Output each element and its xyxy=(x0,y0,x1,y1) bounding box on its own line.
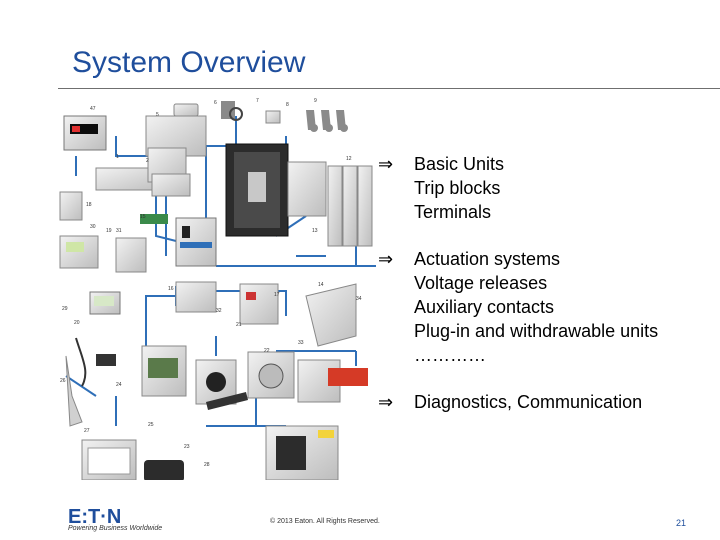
svg-text:29: 29 xyxy=(62,306,68,312)
svg-text:32: 32 xyxy=(216,308,222,314)
svg-text:24: 24 xyxy=(116,382,122,388)
svg-text:17: 17 xyxy=(274,292,280,298)
svg-text:18: 18 xyxy=(86,202,92,208)
trip-blocks xyxy=(96,116,206,196)
terminal-lugs xyxy=(306,110,348,132)
copyright-notice: © 2013 Eaton. All Rights Reserved. xyxy=(270,518,380,525)
bullet-line: ………… xyxy=(414,345,486,365)
svg-text:20: 20 xyxy=(74,320,80,326)
title-divider xyxy=(58,88,720,89)
svg-text:12: 12 xyxy=(346,156,352,162)
bullet-line: Auxiliary contacts xyxy=(414,297,555,317)
svg-text:14: 14 xyxy=(318,282,324,288)
mount-bracket xyxy=(96,354,116,366)
circuit-breaker-white xyxy=(176,218,216,266)
svg-text:27: 27 xyxy=(84,428,90,434)
motor-operator xyxy=(240,284,278,324)
bullet-line: Trip blocks xyxy=(414,178,501,198)
main-breaker-unit xyxy=(226,144,288,236)
svg-text:5: 5 xyxy=(156,112,159,118)
svg-text:1: 1 xyxy=(116,154,119,160)
eaton-logo xyxy=(68,505,158,527)
shroud-part xyxy=(174,104,198,116)
svg-text:13: 13 xyxy=(312,228,318,234)
svg-text:2: 2 xyxy=(146,158,149,164)
page-number: 21 xyxy=(676,518,687,528)
bullet-group-basic-units xyxy=(378,152,714,224)
bullet-line: Plug-in and withdrawable units xyxy=(414,321,659,341)
bullet-line: Terminals xyxy=(414,202,492,222)
svg-text:47: 47 xyxy=(90,106,96,112)
undervoltage-release xyxy=(176,282,216,312)
bullet-group-actuation-systems xyxy=(378,247,714,367)
svg-text:15: 15 xyxy=(140,214,146,220)
svg-text:25: 25 xyxy=(148,422,154,428)
arrow-bullet-icon: ⇒ xyxy=(378,249,394,269)
extension-shaft xyxy=(66,356,82,426)
bullet-line: Diagnostics, Communication xyxy=(414,392,643,412)
arrow-bullet-icon: ⇒ xyxy=(378,154,394,174)
svg-text:30: 30 xyxy=(90,224,96,230)
withdrawable-cradle xyxy=(306,284,356,346)
comm-cable xyxy=(76,338,85,386)
bullet-group-diagnostics xyxy=(378,390,714,414)
bullet-list xyxy=(378,152,714,437)
red-rotary-handle xyxy=(328,368,368,386)
svg-text:9: 9 xyxy=(314,98,317,104)
svg-text:19: 19 xyxy=(106,228,112,234)
svg-text:6: 6 xyxy=(214,100,217,106)
svg-text:26: 26 xyxy=(60,378,66,384)
bullet-line: Voltage releases xyxy=(414,273,548,293)
switch-plate xyxy=(288,162,326,216)
black-handle xyxy=(144,460,184,480)
svg-text:31: 31 xyxy=(116,228,122,234)
comm-module xyxy=(116,238,146,272)
system-overview-illustration xyxy=(56,96,382,480)
logo-text: E:T·N xyxy=(68,506,122,527)
svg-text:22: 22 xyxy=(264,348,270,354)
atex-label xyxy=(318,430,334,438)
company-tagline: Powering Business Worldwide xyxy=(68,525,163,532)
arrow-bullet-icon: ⇒ xyxy=(378,392,394,412)
svg-text:34: 34 xyxy=(356,296,362,302)
bullet-line: Actuation systems xyxy=(414,249,561,269)
svg-text:21: 21 xyxy=(236,322,242,328)
svg-text:28: 28 xyxy=(204,462,210,468)
svg-text:16: 16 xyxy=(168,286,174,292)
bullet-line: Basic Units xyxy=(414,154,505,174)
svg-text:33: 33 xyxy=(298,340,304,346)
svg-text:8: 8 xyxy=(286,102,289,108)
svg-text:7: 7 xyxy=(256,98,259,104)
aux-contact xyxy=(60,192,82,220)
terminal-covers xyxy=(328,166,372,246)
slide-title: System Overview xyxy=(72,46,306,79)
svg-text:23: 23 xyxy=(184,444,190,450)
